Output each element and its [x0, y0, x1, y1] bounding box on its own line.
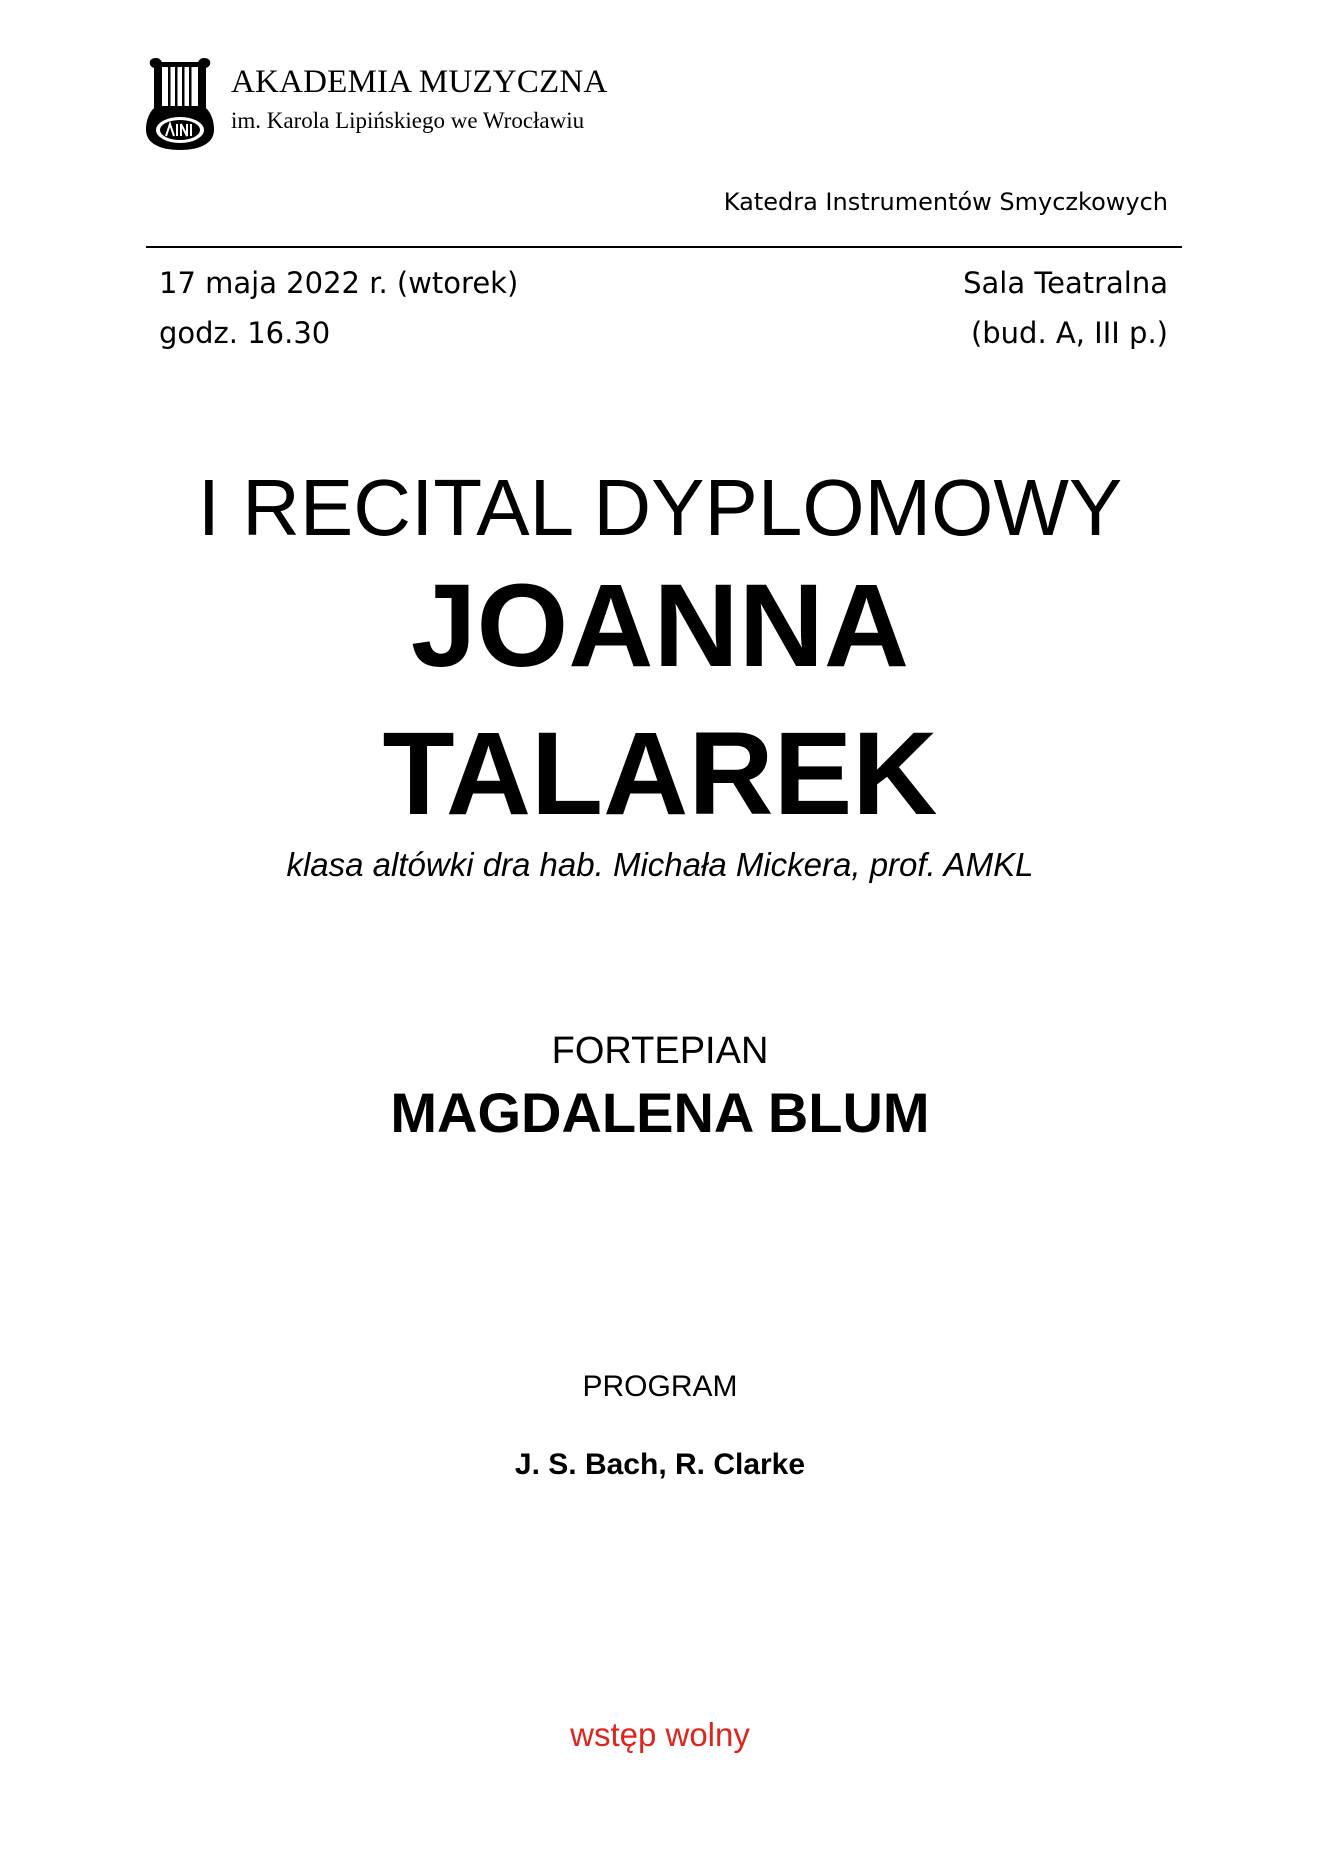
- recital-title: I RECITAL DYPLOMOWY: [197, 463, 1123, 552]
- department-name: Katedra Instrumentów Smyczkowych: [723, 188, 1168, 216]
- event-venue-detail: (bud. A, III p.): [970, 316, 1168, 350]
- event-time: godz. 16.30: [159, 316, 331, 350]
- accompanist-name: MAGDALENA BLUM: [390, 1081, 930, 1144]
- header-divider: [146, 246, 1182, 248]
- program-label: PROGRAM: [582, 1370, 738, 1403]
- lyre-icon: [146, 52, 214, 150]
- event-venue: Sala Teatralna: [963, 266, 1168, 300]
- institution-subtitle: im. Karola Lipińskiego we Wrocławiu: [231, 108, 585, 133]
- accompanist-label: FORTEPIAN: [551, 1030, 769, 1072]
- performer-last-name: TALAREK: [382, 708, 938, 840]
- performer-first-name: JOANNA: [410, 560, 910, 692]
- program-composers: J. S. Bach, R. Clarke: [514, 1448, 806, 1481]
- institution-name: AKADEMIA MUZYCZNA: [231, 64, 608, 100]
- event-date: 17 maja 2022 r. (wtorek): [159, 266, 519, 300]
- class-info: klasa altówki dra hab. Michała Mickera, prof. AMKL: [286, 846, 1034, 883]
- admission-note: wstęp wolny: [570, 1716, 750, 1753]
